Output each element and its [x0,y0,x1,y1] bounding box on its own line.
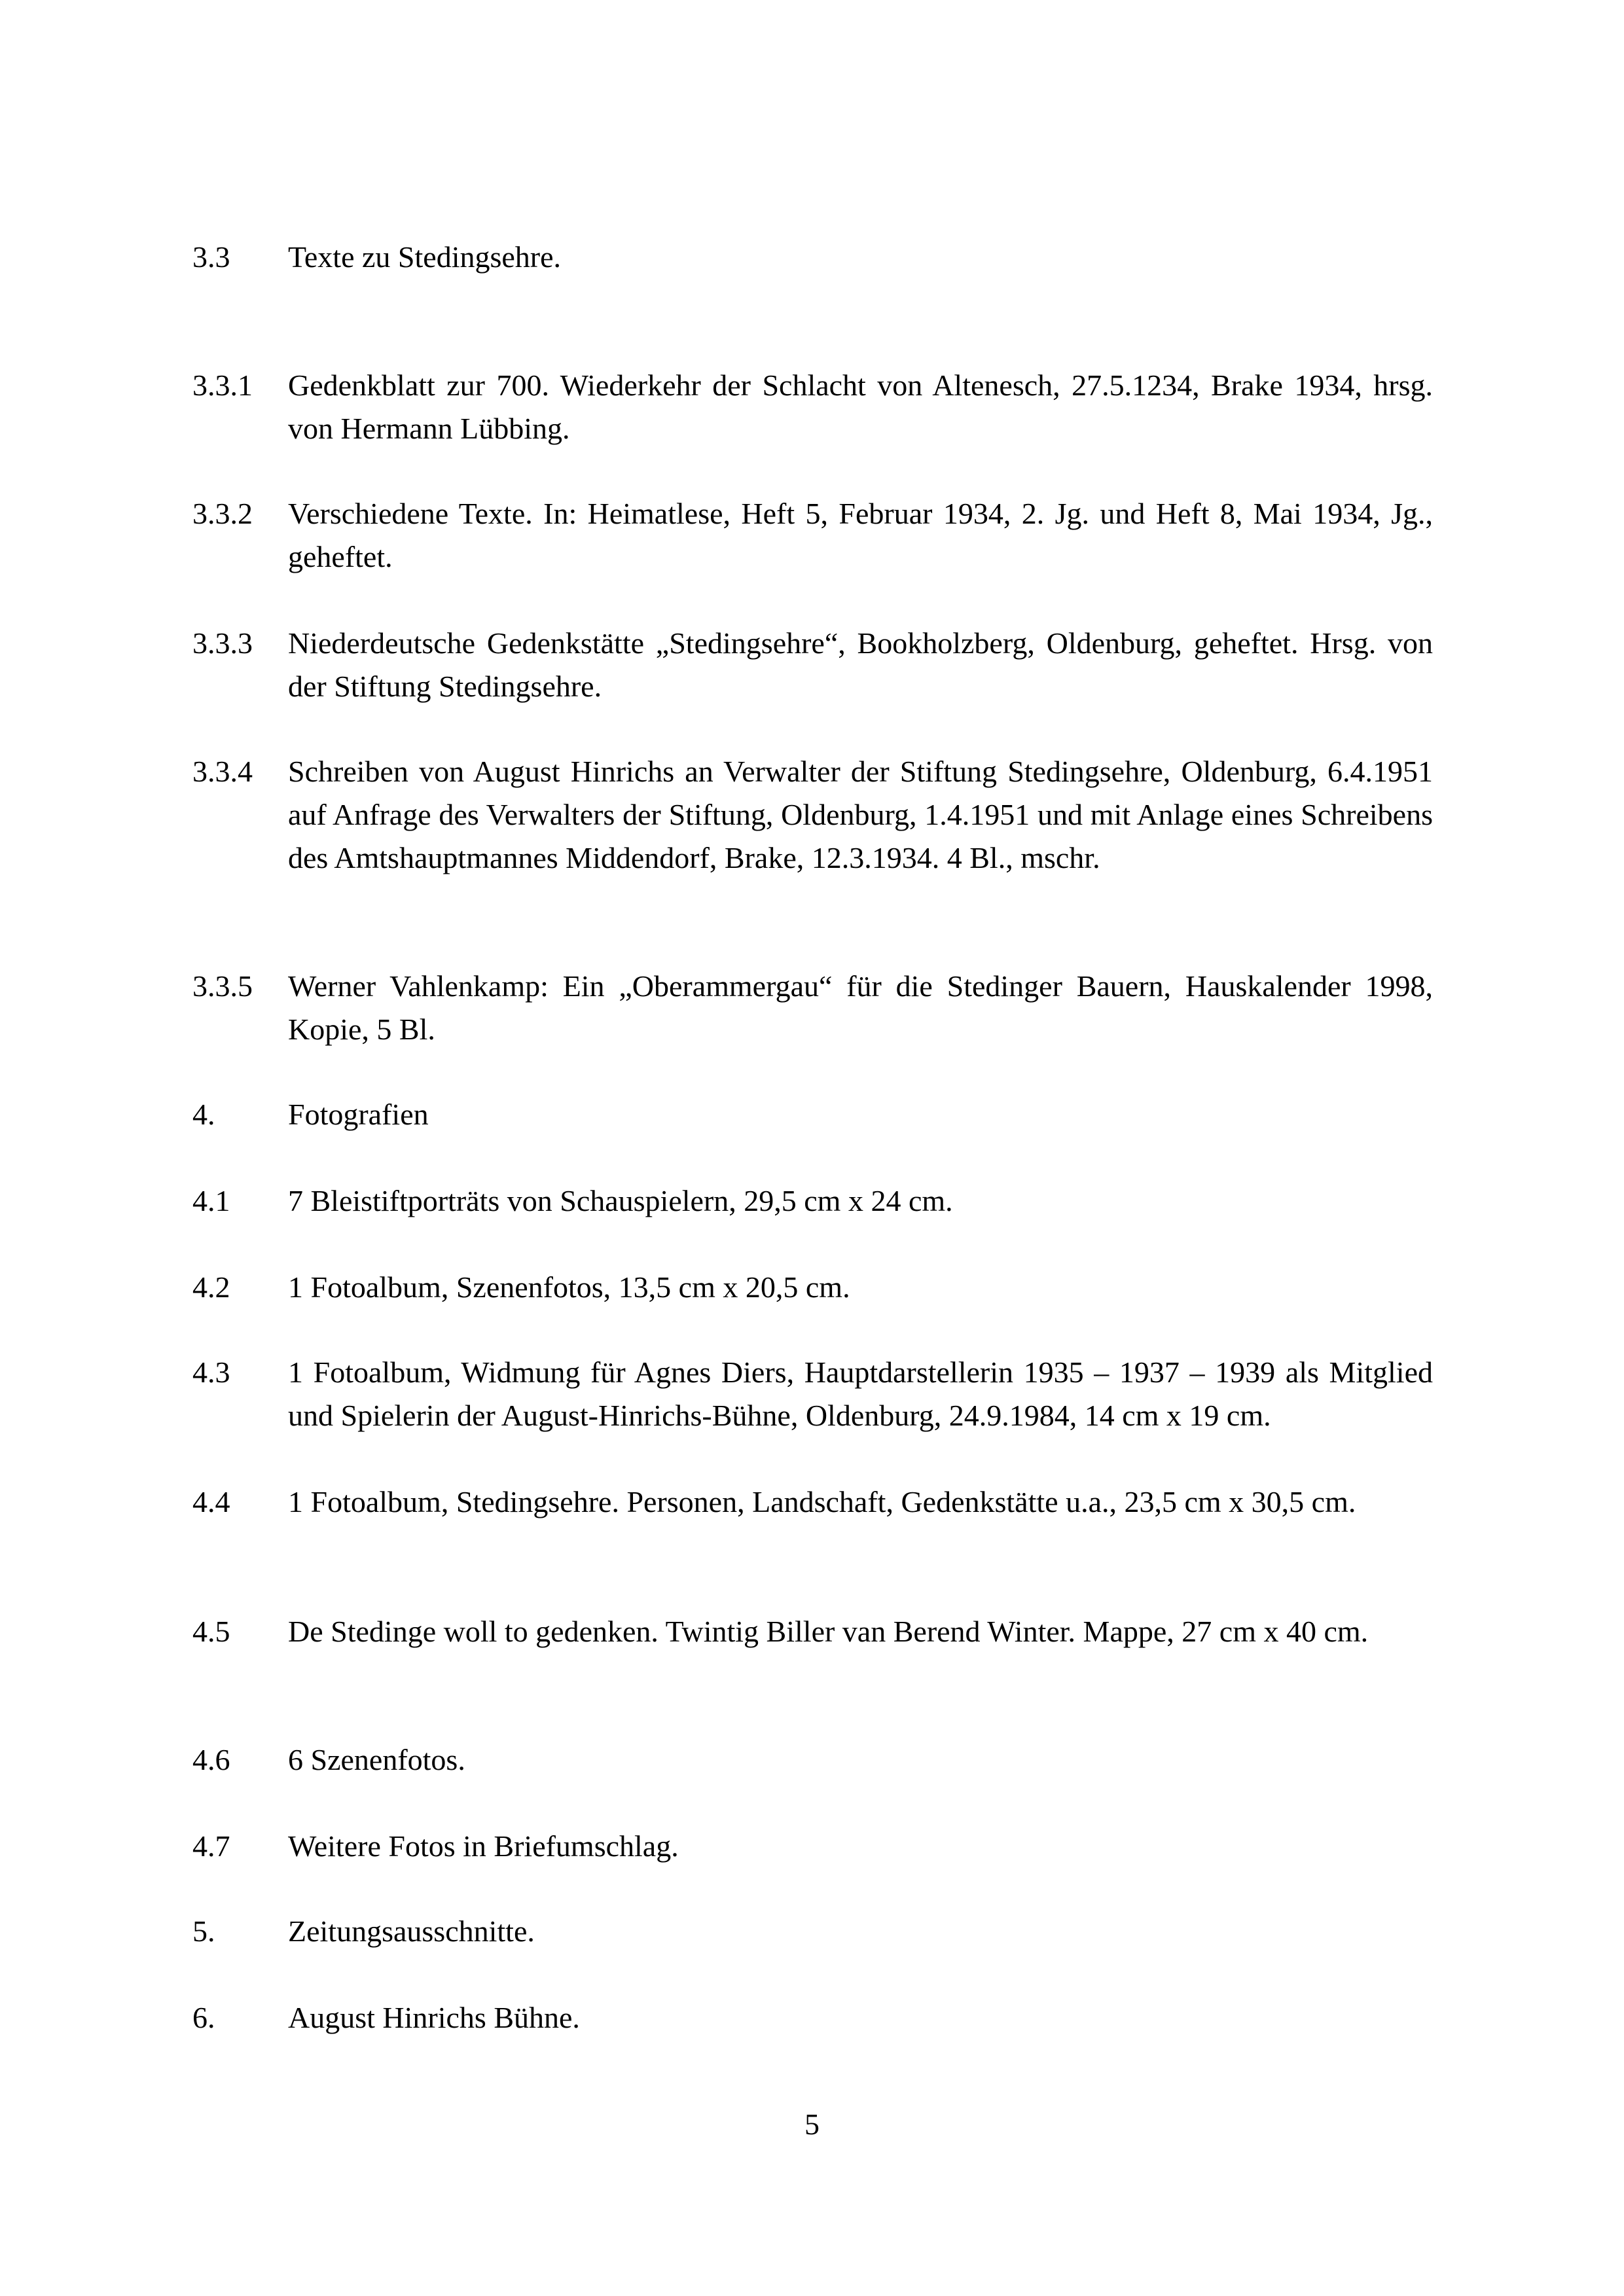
entry-number: 5. [192,1914,215,1948]
entry-text: Texte zu Stedingsehre. [288,240,562,274]
entry-text: Verschiedene Texte. In: Heimatlese, Heft 5, Februar 1934, 2. Jg. und Heft 8, Mai 1934, Jg., geheftet. [288,497,1433,573]
entry-number: 4.1 [192,1184,230,1217]
entry-number: 3.3.5 [192,969,253,1003]
entry-text: 1 Fotoalbum, Stedingsehre. Personen, Landschaft, Gedenkstätte u.a., 23,5 cm x 30,5 cm. [288,1485,1356,1518]
page-number: 5 [804,2108,820,2141]
entry-number: 3.3.3 [192,626,253,660]
entry-text: De Stedinge woll to gedenken. Twintig Biller van Berend Winter. Mappe, 27 cm x 40 cm. [288,1615,1369,1648]
entry-number: 3.3.2 [192,497,253,530]
entry-text: Zeitungsausschnitte. [288,1914,535,1948]
entry-number: 4.4 [192,1485,230,1518]
entry-text: Schreiben von August Hinrichs an Verwalter der Stiftung Stedingsehre, Oldenburg, 6.4.1951 auf Anfrage des Verwalters der Stiftung, Oldenburg, 1.4.1951 und mit Anlage eines Schreibens des Amtshauptmannes Middendorf, Brake, 12.3.1934. 4 Bl., mschr. [288,755,1433,874]
entry-text: Gedenkblatt zur 700. Wiederkehr der Schlacht von Altenesch, 27.5.1234, Brake 1934, hrsg. von Hermann Lübbing. [288,368,1433,445]
entry-text: 1 Fotoalbum, Szenenfotos, 13,5 cm x 20,5 cm. [288,1270,850,1304]
entry-number: 6. [192,2001,215,2034]
entry-text: Niederdeutsche Gedenkstätte „Stedingsehre“, Bookholzberg, Oldenburg, geheftet. Hrsg. von der Stiftung Stedingsehre. [288,626,1433,703]
entry-number: 3.3.1 [192,368,253,402]
entry-text: Weitere Fotos in Briefumschlag. [288,1829,679,1863]
entry-text: August Hinrichs Bühne. [288,2001,580,2034]
entry-text: 1 Fotoalbum, Widmung für Agnes Diers, Hauptdarstellerin 1935 – 1937 – 1939 als Mitglied und Spielerin der August-Hinrichs-Bühne, Oldenburg, 24.9.1984, 14 cm x 19 cm. [288,1355,1433,1432]
entry-number: 4.7 [192,1829,230,1863]
entry-number: 4.6 [192,1743,230,1776]
entry-number: 3.3.4 [192,755,253,788]
entry-text: Werner Vahlenkamp: Ein „Oberammergau“ für die Stedinger Bauern, Hauskalender 1998, Kopie, 5 Bl. [288,969,1433,1046]
entry-text: 7 Bleistiftporträts von Schauspielern, 29,5 cm x 24 cm. [288,1184,953,1217]
entry-number: 4.2 [192,1270,230,1304]
entry-number: 4. [192,1098,215,1131]
entry-text: 6 Szenenfotos. [288,1743,465,1776]
entry-number: 4.3 [192,1355,230,1389]
entry-text: Fotografien [288,1098,429,1131]
entry-number: 4.5 [192,1615,230,1648]
entry-number: 3.3 [192,240,230,274]
